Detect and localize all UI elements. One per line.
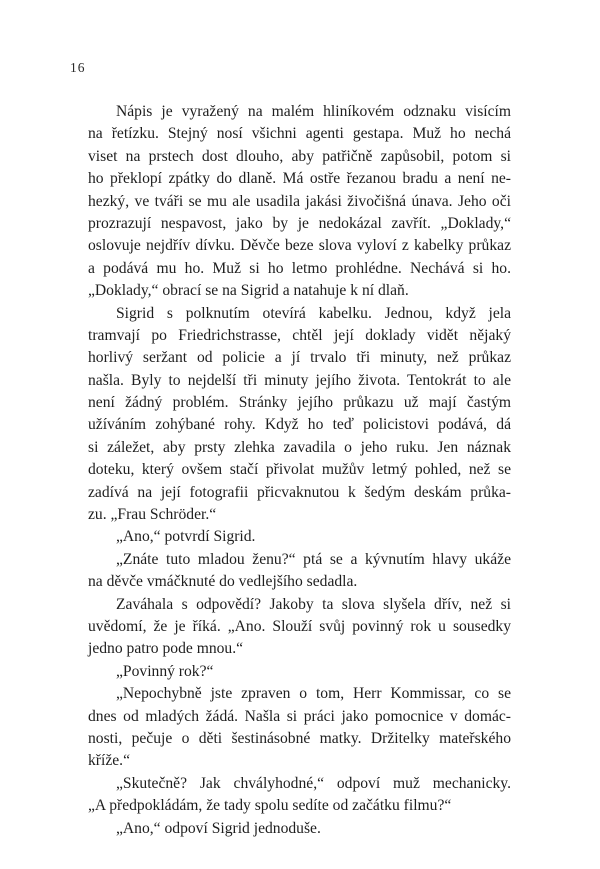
text-line: zu. „Frau Schröder.“	[88, 506, 217, 524]
text-line: na děvče vmáčknuté do vedlejšího sedadla.	[88, 573, 358, 591]
text-line: doteku, který ovšem stačí přivolat mužův letmý pohled, než se	[88, 461, 511, 479]
text-line: „Doklady,“ obrací se na Sigrid a natahuje k ní dlaň.	[88, 282, 409, 300]
text-line: „Nepochybně jste zpraven o tom, Herr Kommissar, co se	[116, 685, 511, 703]
text-line: našla. Byly to nejdelší tři minuty jejího života. Tentokrát to ale	[88, 371, 511, 389]
text-line: Nápis je vyražený na malém hliníkovém odznaku visícím	[116, 103, 511, 120]
text-line: zadívá na její fotografii přicvaknutou k šedým deskám průka-	[88, 483, 511, 501]
text-line: Zaváhala s odpovědí? Jakoby ta slova slyšela dřív, než si	[116, 595, 511, 613]
text-line: kříže.“	[88, 752, 130, 770]
text-line: Sigrid s polknutím otevírá kabelku. Jednou, když jela	[116, 304, 511, 322]
text-line: „Povinný rok?“	[116, 662, 214, 680]
text-line: prozrazují nespavost, jako by je nedokázal zavřít. „Doklady,“	[88, 214, 511, 232]
text-line: nosti, pečuje o děti šestinásobné matky. Držitelky mateřského	[88, 729, 511, 747]
text-line: horlivý seržant od policie a jí trvalo tři minuty, než průkaz	[88, 349, 511, 367]
text-line: hezký, ve tváři se mu ale usadila jakási živočišná únava. Jeho oči	[88, 192, 511, 210]
text-line: viset na prstech dost dlouho, aby patřičně zapůsobil, potom si	[88, 147, 511, 165]
text-line: na řetízku. Stejný nosí všichni agenti gestapa. Muž ho nechá	[88, 125, 511, 143]
text-line: „Skutečně? Jak chvályhodné,“ odpoví muž mechanicky.	[116, 774, 511, 792]
text-line: „Ano,“ potvrdí Sigrid.	[116, 528, 256, 546]
text-line: uvědomí, že je říká. „Ano. Slouží svůj povinný rok u sousedky	[88, 617, 511, 635]
text-line: dnes od mladých žádá. Našla si práci jako pomocnice v domác-	[88, 707, 511, 725]
text-line: oslovuje nejdřív dívku. Děvče beze slova vyloví z kabelky průkaz	[88, 237, 511, 255]
text-line: ho překlopí zpátky do dlaně. Má ostře řezanou bradu a není ne-	[88, 170, 511, 188]
text-line: „Znáte tuto mladou ženu?“ ptá se a kývnutím hlavy ukáže	[116, 550, 511, 568]
body-text	[88, 101, 511, 840]
text-line: užíváním zohýbané rohy. Když ho teď policistovi podává, dá	[88, 416, 511, 434]
text-line: jedno patro pode mnou.“	[88, 640, 244, 658]
text-line: si záležet, aby prsty zlehka zavadila o jeho ruku. Jen náznak	[88, 438, 511, 456]
text-line: není žádný problém. Stránky jejího průkazu už mají častým	[88, 394, 511, 412]
text-line: tramvají po Friedrichstrasse, chtěl její doklady vidět nějaký	[88, 326, 511, 344]
text-line: „A předpokládám, že tady spolu sedíte od začátku filmu?“	[88, 797, 452, 815]
text-line: a podává mu ho. Muž si ho letmo prohlédne. Nechává si ho.	[88, 259, 511, 277]
text-line: „Ano,“ odpoví Sigrid jednoduše.	[116, 819, 321, 837]
page-number: 16	[70, 60, 86, 75]
